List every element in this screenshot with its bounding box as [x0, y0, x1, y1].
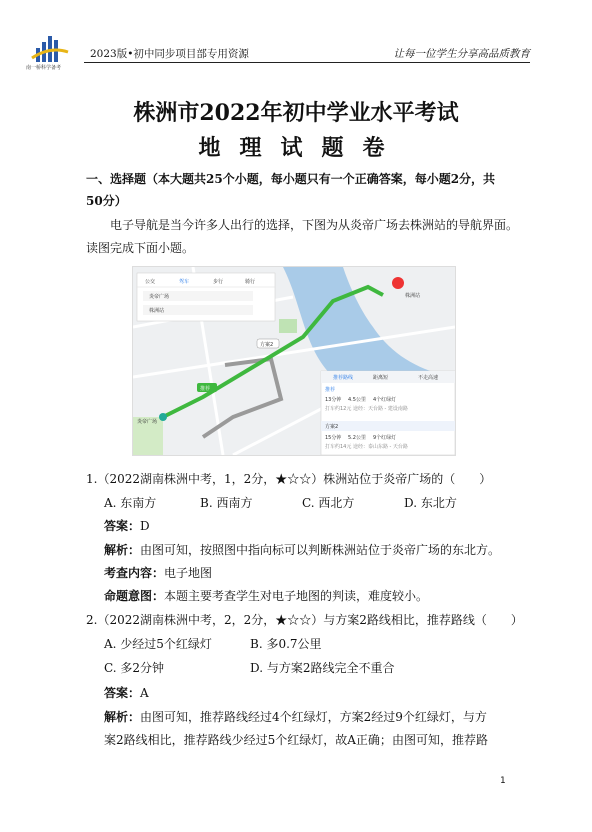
header-divider [84, 62, 530, 63]
mode-tab-walk[interactable]: 步行 [213, 279, 224, 285]
q1-content-text: 电子地图 [164, 566, 213, 580]
q2-analysis-label: 解析： [104, 710, 141, 724]
map-label-square: 炎帝广场 [137, 419, 158, 425]
q2-analysis-line1 [104, 708, 487, 726]
q1-intent [104, 587, 428, 605]
logo-caption: 南一桥科学备考 [26, 65, 62, 71]
page-header [0, 0, 592, 70]
q1-analysis [104, 541, 500, 559]
q1-option-d: D. 东北方 [404, 496, 457, 510]
plan1-distance: 4.5公里 [348, 397, 366, 403]
exam-title: 株洲市2022年初中学业水平考试 [133, 100, 459, 126]
plan2-tag: 方案2 [325, 424, 339, 430]
q2-analysis-text1: 由图可知，推荐路线经过4个红绿灯，方案2经过9个红绿灯，与方 [140, 710, 487, 724]
destination-pin-icon [392, 277, 404, 289]
q2-stem: 2.（2022湖南株洲中考，2，2分，★☆☆）与方案2路线相比，推荐路线（ ） [86, 613, 523, 627]
plan2-detail: 打车约14元 途经：泰山东路 - 天台路 [325, 444, 408, 450]
recommend-tag: 推荐 [325, 387, 336, 393]
plan2-marker-label: 方案2 [260, 342, 274, 348]
mode-tab-drive[interactable]: 驾车 [179, 279, 190, 285]
map-label-station: 株洲站 [405, 293, 421, 299]
q2-option-d: D. 与方案2路线完全不重合 [250, 661, 395, 675]
header-left-text: 2023版•初中同步项目部专用资源 [90, 48, 249, 60]
q2-option-a: A. 少经过5个红绿灯 [104, 637, 212, 651]
q1-answer-value: D [140, 519, 150, 533]
from-field-value: 炎帝广场 [149, 294, 170, 300]
intro-line2: 读图完成下面小题。 [86, 241, 195, 255]
q1-intent-label: 命题意图： [104, 589, 165, 603]
header-right-text: 让每一位学生分享高品质教育 [393, 48, 530, 60]
plan1-lights: 4个红绿灯 [373, 397, 397, 403]
mode-tab-bus[interactable]: 公交 [145, 279, 156, 285]
q1-answer [104, 517, 150, 535]
q1-option-c: C. 西北方 [302, 496, 355, 510]
origin-pin-icon [159, 413, 167, 421]
route-tab-recommend[interactable]: 推荐路线 [333, 375, 354, 381]
plan2-time: 15分钟 [325, 435, 342, 441]
park-area [279, 319, 297, 333]
map-canvas [133, 267, 455, 455]
q1-content-label: 考查内容： [104, 566, 165, 580]
q2-answer-label: 答案： [104, 686, 141, 700]
q2-answer [104, 684, 149, 702]
section-heading-line2: 50分） [86, 194, 127, 208]
q1-intent-text: 本题主要考查学生对电子地图的判读，难度较小。 [164, 589, 429, 603]
plan1-time: 13分钟 [325, 397, 342, 403]
q1-analysis-label: 解析： [104, 543, 141, 557]
q2-answer-value: A [140, 686, 149, 700]
q1-option-b: B. 西南方 [200, 496, 253, 510]
exam-subtitle: 地理试题卷 [198, 135, 404, 161]
plan2-tag-bar [321, 421, 455, 431]
to-field-value: 株洲站 [149, 308, 165, 314]
q1-option-a: A. 东南方 [104, 496, 157, 510]
q1-analysis-text: 由图可知，按照图中指向标可以判断株洲站位于炎帝广场的东北方。 [140, 543, 501, 557]
section-heading-line1: 一、选择题（本大题共25个小题，每小题只有一个正确答案，每小题2分，共 [86, 172, 496, 186]
route-result-panel [321, 371, 455, 455]
q2-option-c: C. 多2分钟 [104, 661, 165, 675]
q2-analysis-line2: 案2路线相比，推荐路线少经过5个红绿灯，故A正确；由图可知，推荐路 [104, 733, 488, 747]
intro-line1: 电子导航是当今许多人出行的选择，下图为从炎帝广场去株洲站的导航界面。 [110, 218, 519, 232]
q1-answer-label: 答案： [104, 519, 141, 533]
plan2-lights: 9个红绿灯 [373, 435, 397, 441]
route-tab-short[interactable]: 距离短 [373, 375, 389, 381]
navigation-map [132, 266, 456, 456]
mode-tab-bike[interactable]: 骑行 [245, 279, 256, 285]
q1-stem: 1.（2022湖南株洲中考，1，2分，★☆☆）株洲站位于炎帝广场的（ ） [86, 472, 492, 486]
q1-content [104, 564, 212, 582]
route-tab-nohighway[interactable]: 不走高速 [418, 375, 439, 381]
q2-option-b: B. 多0.7公里 [250, 637, 322, 651]
plan1-marker-label: 推荐 [200, 386, 211, 392]
plan2-distance: 5.2公里 [348, 435, 366, 441]
plan1-detail: 打车约12元 途经：天台路 - 建设南路 [325, 406, 408, 412]
page-number: 1 [500, 776, 506, 786]
